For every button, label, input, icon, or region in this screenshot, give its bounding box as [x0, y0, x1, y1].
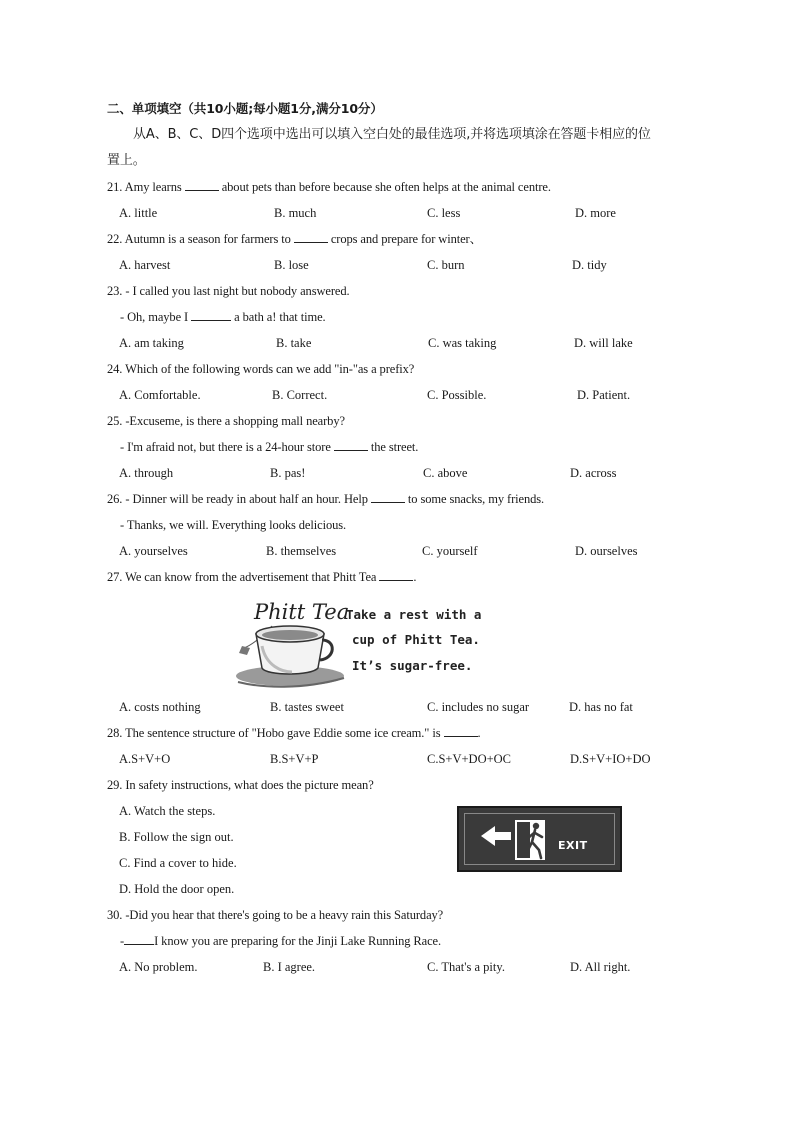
q27-option-b: B. tastes sweet — [270, 700, 344, 714]
q22-option-b: B. lose — [274, 258, 309, 272]
q21-option-a: A. little — [119, 206, 158, 220]
q29-option-d: D. Hold the door open. — [119, 882, 235, 896]
question-22-stem: 22. Autumn is a season for farmers to crops and prepare for winter、 — [107, 232, 483, 246]
answer-blank — [371, 491, 405, 503]
q28-option-d: D.S+V+IO+DO — [570, 752, 651, 766]
q23-option-a: A. am taking — [119, 336, 184, 350]
q25-option-d: D. across — [570, 466, 617, 480]
q28-option-b: B.S+V+P — [270, 752, 319, 766]
answer-blank — [124, 933, 154, 945]
exit-sign-image — [457, 806, 622, 872]
question-30-line-1: 30. -Did you hear that there's going to be a heavy rain this Saturday? — [107, 908, 444, 922]
q26-option-a: A. yourselves — [119, 544, 188, 558]
q28-option-c: C.S+V+DO+OC — [427, 752, 512, 766]
q22-option-c: C. burn — [427, 258, 465, 272]
q29-option-c: C. Find a cover to hide. — [119, 856, 237, 870]
answer-blank — [294, 231, 328, 243]
question-25-line-1: 25. -Excuseme, is there a shopping mall nearby? — [107, 414, 345, 428]
instruction-line-2: 置上。 — [107, 153, 146, 168]
q25-option-c: C. above — [423, 466, 468, 480]
question-23-line-1: 23. - I called you last night but nobody answered. — [107, 284, 350, 298]
question-26-line-2: - Thanks, we will. Everything looks delicious. — [120, 518, 347, 532]
question-21-stem: 21. Amy learns about pets than before because she often helps at the animal centre. — [107, 180, 551, 194]
q21-option-d: D. more — [575, 206, 616, 220]
question-26-line-1: 26. - Dinner will be ready in about half an hour. Help to some snacks, my friends. — [107, 492, 545, 506]
q24-option-d: D. Patient. — [577, 388, 631, 402]
question-28-stem: 28. The sentence structure of "Hobo gave Eddie some ice cream." is . — [107, 726, 481, 740]
ad-line-1: Take a rest with a — [346, 607, 482, 622]
q22-option-d: D. tidy — [572, 258, 607, 272]
q30-option-d: D. All right. — [570, 960, 631, 974]
answer-blank — [191, 309, 231, 321]
q23-option-b: B. take — [276, 336, 312, 350]
q24-option-a: A. Comfortable. — [119, 388, 201, 402]
q26-option-c: C. yourself — [422, 544, 478, 558]
ad-brand-name: Phitt Tea — [254, 600, 350, 624]
q21-option-c: C. less — [427, 206, 461, 220]
question-30-line-2: - I know you are preparing for the Jinji Lake Running Race. — [120, 934, 441, 948]
q22-option-a: A. harvest — [119, 258, 171, 272]
q27-option-d: D. has no fat — [569, 700, 633, 714]
question-23-line-2: - Oh, maybe I a bath a! that time. — [120, 310, 326, 324]
ad-line-2: cup of Phitt Tea. — [352, 632, 480, 647]
q24-option-b: B. Correct. — [272, 388, 328, 402]
exit-arrow-runner-icon — [457, 806, 622, 872]
answer-blank — [379, 569, 413, 581]
q26-option-d: D. ourselves — [575, 544, 638, 558]
q29-option-b: B. Follow the sign out. — [119, 830, 234, 844]
ad-line-3: It’s sugar-free. — [352, 658, 473, 673]
question-24-stem: 24. Which of the following words can we add "in-"as a prefix? — [107, 362, 415, 376]
q30-option-b: B. I agree. — [263, 960, 316, 974]
q30-option-c: C. That's a pity. — [427, 960, 505, 974]
exit-sign-text: EXIT — [558, 839, 588, 852]
answer-blank — [185, 179, 219, 191]
answer-blank — [334, 439, 368, 451]
q25-option-b: B. pas! — [270, 466, 306, 480]
q28-option-a: A.S+V+O — [119, 752, 171, 766]
q23-option-c: C. was taking — [428, 336, 497, 350]
q30-option-a: A. No problem. — [119, 960, 198, 974]
question-25-line-2: - I'm afraid not, but there is a 24-hour store the street. — [120, 440, 419, 454]
answer-blank — [444, 725, 478, 737]
q27-option-a: A. costs nothing — [119, 700, 201, 714]
q21-option-b: B. much — [274, 206, 317, 220]
q29-option-a: A. Watch the steps. — [119, 804, 216, 818]
q27-option-c: C. includes no sugar — [427, 700, 530, 714]
q24-option-c: C. Possible. — [427, 388, 487, 402]
section-heading: 二、单项填空（共10小题;每小题1分,满分10分） — [107, 101, 383, 116]
q25-option-a: A. through — [119, 466, 174, 480]
phitt-tea-advertisement — [232, 596, 502, 692]
instruction-line-1: 从A、B、C、D四个选项中选出可以填入空白处的最佳选项,并将选项填涂在答题卡相应的位 — [133, 127, 651, 142]
q23-option-d: D. will lake — [574, 336, 633, 350]
question-27-stem: 27. We can know from the advertisement that Phitt Tea . — [107, 570, 417, 584]
question-29-stem: 29. In safety instructions, what does the picture mean? — [107, 778, 374, 792]
q26-option-b: B. themselves — [266, 544, 337, 558]
